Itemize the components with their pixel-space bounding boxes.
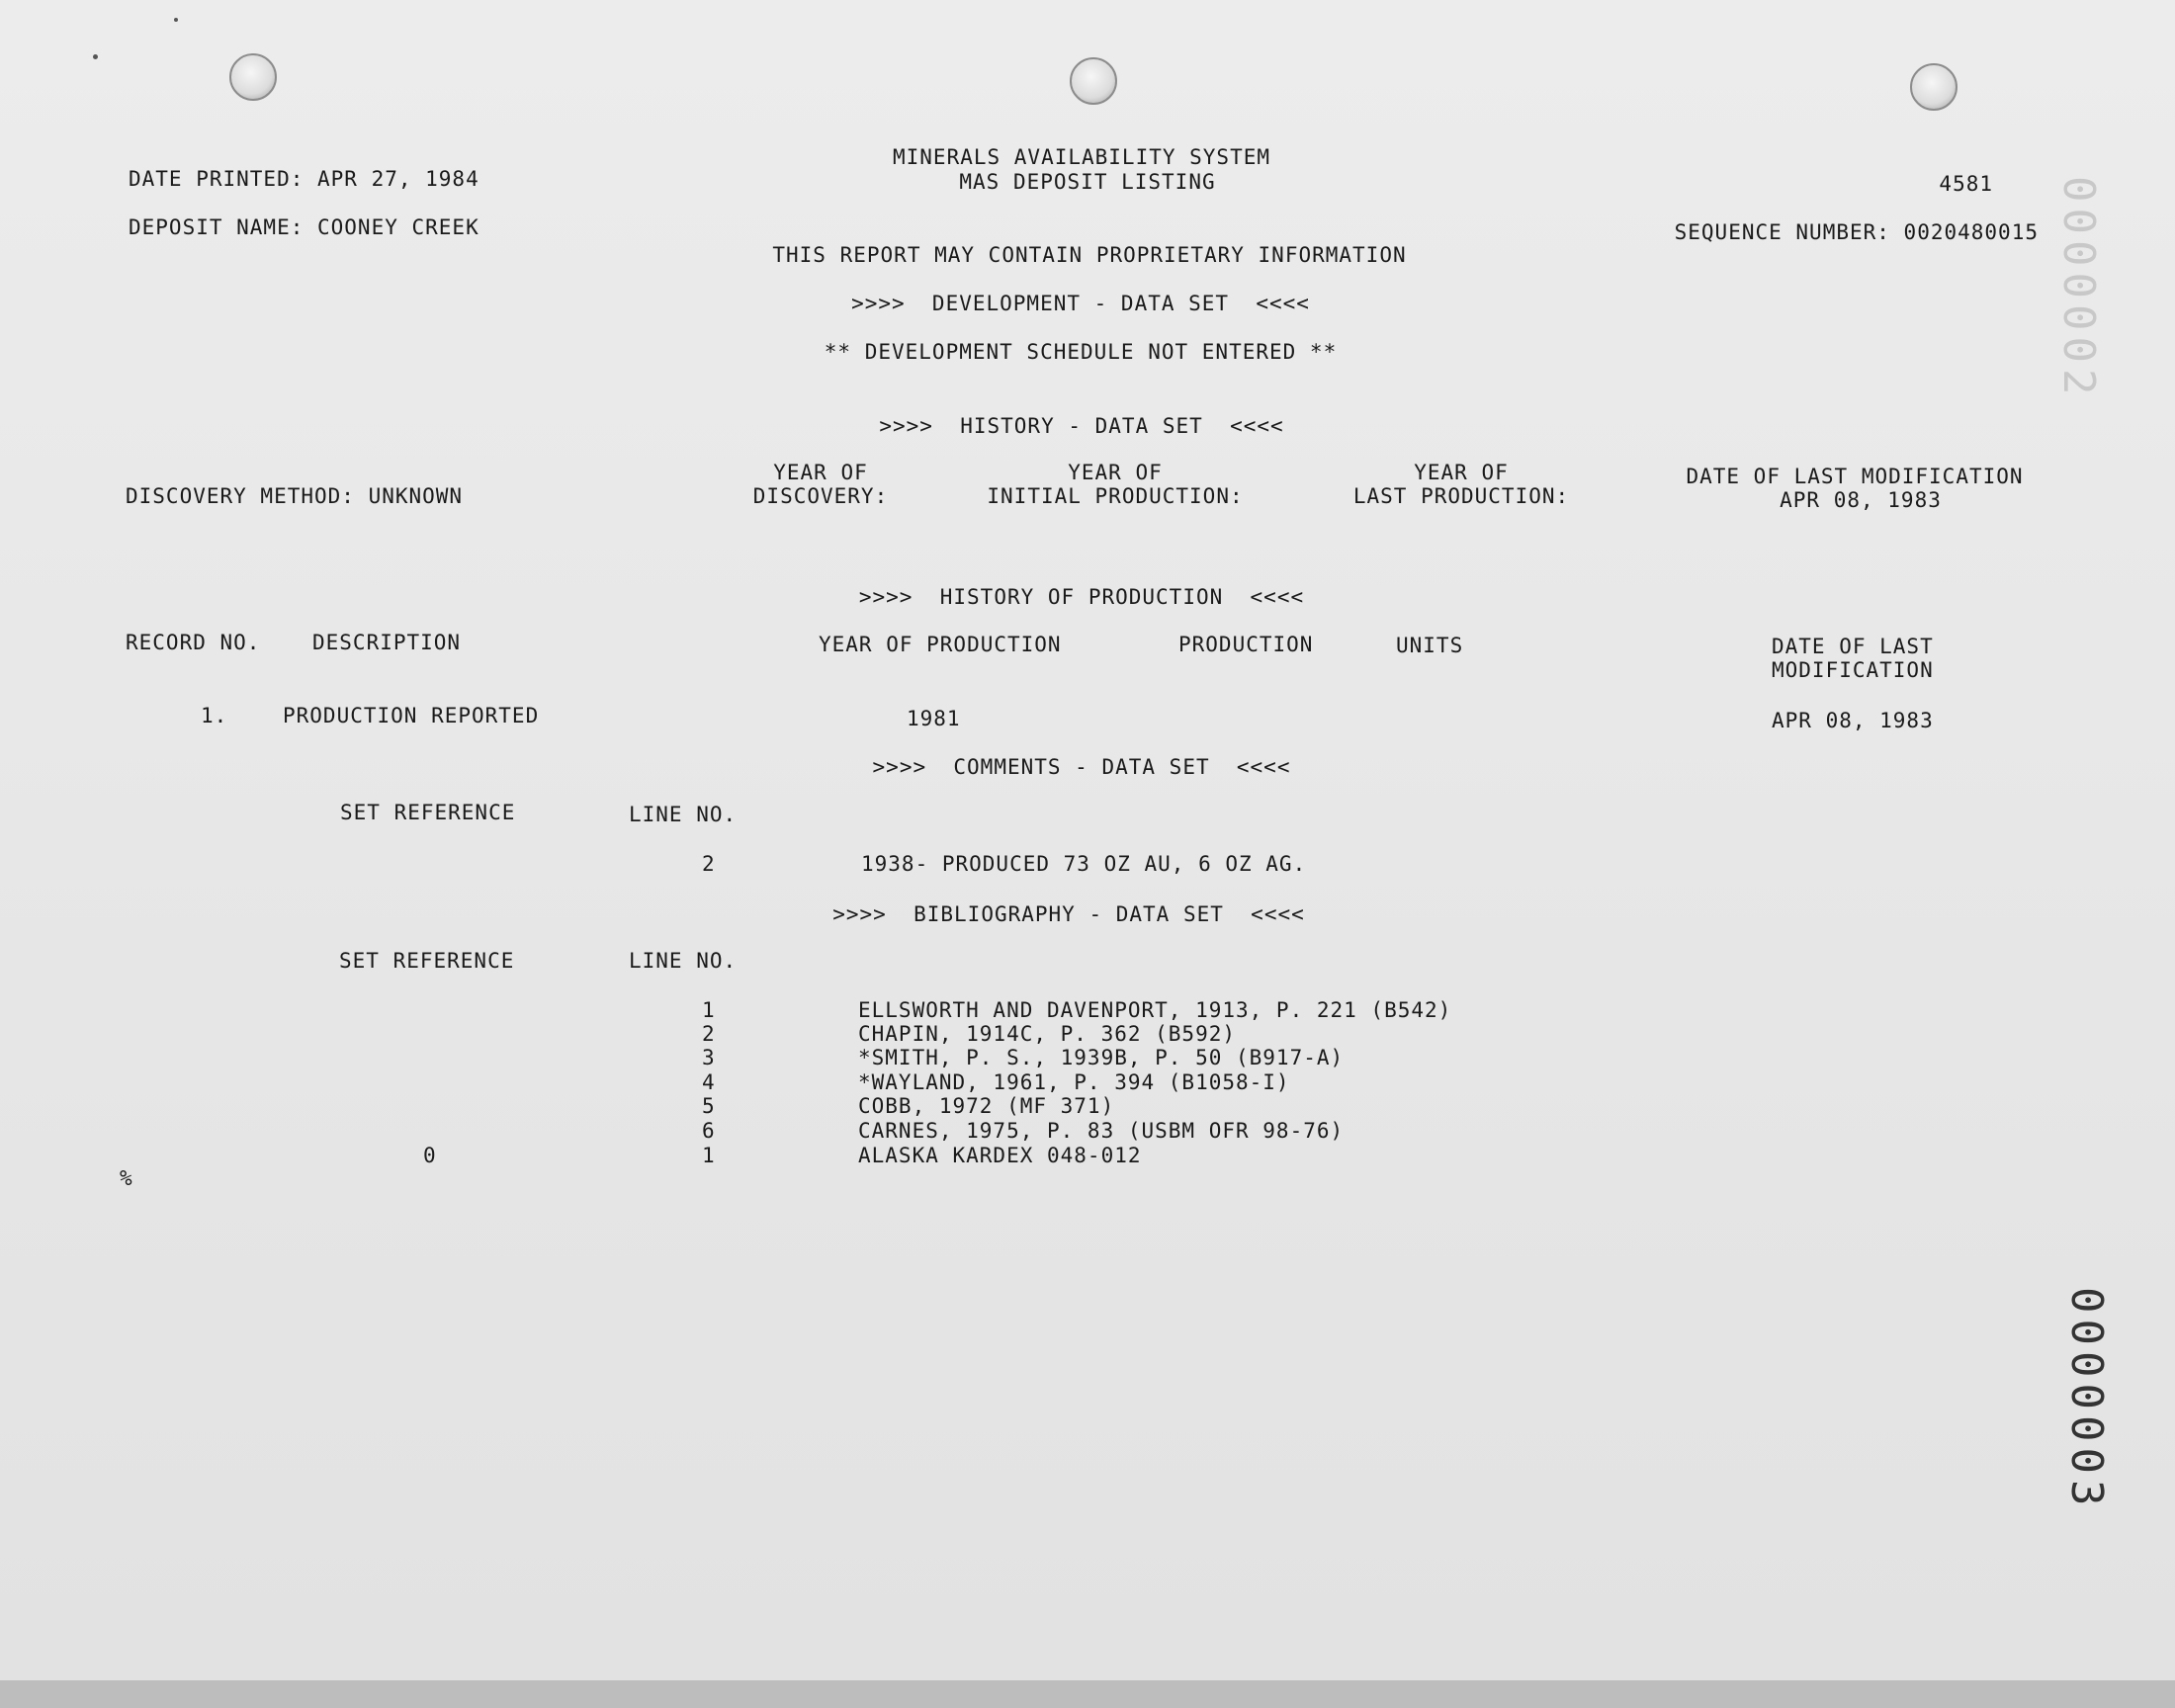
binder-hole-center xyxy=(1070,57,1117,105)
bibliography-line-number: 1 xyxy=(702,998,716,1022)
bibliography-entry: CARNES, 1975, P. 83 (USBM OFR 98-76) xyxy=(858,1119,1345,1143)
comment-line-number: 2 xyxy=(702,852,716,876)
bibliography-line-no-label: LINE NO. xyxy=(629,949,738,973)
comment-text: 1938- PRODUCED 73 OZ AU, 6 OZ AG. xyxy=(861,852,1307,876)
bibliography-heading: >>>> BIBLIOGRAPHY - DATA SET <<<< xyxy=(832,902,1305,926)
year-of-discovery-label: YEAR OF DISCOVERY: xyxy=(752,461,889,508)
year-last-production-label: YEAR OF LAST PRODUCTION: xyxy=(1352,461,1570,508)
binder-hole-left xyxy=(229,53,277,101)
proprietary-notice: THIS REPORT MAY CONTAIN PROPRIETARY INFORMATION xyxy=(772,243,1407,267)
scan-edge xyxy=(0,1680,2175,1708)
bibliography-entry: ALASKA KARDEX 048-012 xyxy=(858,1144,1142,1167)
comments-set-reference-label: SET REFERENCE xyxy=(340,801,516,824)
binder-hole-right xyxy=(1910,63,1958,111)
development-heading: >>>> DEVELOPMENT - DATA SET <<<< xyxy=(851,292,1310,315)
production-record-no: 1. xyxy=(201,704,228,727)
bibliography-line-number: 5 xyxy=(702,1094,716,1118)
comments-line-no-label: LINE NO. xyxy=(629,803,738,826)
bibliography-line-number: 3 xyxy=(702,1046,716,1069)
bibliography-set-reference-label: SET REFERENCE xyxy=(339,949,515,973)
col-record-no: RECORD NO. xyxy=(126,631,261,654)
production-description: PRODUCTION REPORTED xyxy=(283,704,540,727)
col-year-of-production: YEAR OF PRODUCTION xyxy=(819,633,1062,656)
col-description: DESCRIPTION xyxy=(312,631,462,654)
bibliography-entry: *WAYLAND, 1961, P. 394 (B1058-I) xyxy=(858,1070,1290,1094)
footer-mark: % xyxy=(120,1166,133,1190)
scan-speck xyxy=(93,54,98,59)
year-initial-production-label: YEAR OF INITIAL PRODUCTION: xyxy=(987,461,1244,508)
bibliography-line-number: 2 xyxy=(702,1022,716,1046)
bibliography-set-reference: 0 xyxy=(423,1144,437,1167)
comments-heading: >>>> COMMENTS - DATA SET <<<< xyxy=(872,755,1291,779)
development-notice: ** DEVELOPMENT SCHEDULE NOT ENTERED ** xyxy=(824,340,1338,364)
bibliography-entry: COBB, 1972 (MF 371) xyxy=(858,1094,1115,1118)
bibliography-line-number: 6 xyxy=(702,1119,716,1143)
col-date-last-modification: DATE OF LAST MODIFICATION xyxy=(1772,635,1934,682)
bibliography-entry: *SMITH, P. S., 1939B, P. 50 (B917-A) xyxy=(858,1046,1345,1069)
last-modification-date: APR 08, 1983 xyxy=(1780,488,1942,512)
last-modification-label: DATE OF LAST MODIFICATION xyxy=(1686,465,2024,488)
page-number: 4581 xyxy=(1939,172,1993,196)
discovery-method: DISCOVERY METHOD: UNKNOWN xyxy=(126,484,464,508)
col-production: PRODUCTION xyxy=(1178,633,1314,656)
bibliography-entry: ELLSWORTH AND DAVENPORT, 1913, P. 221 (B542) xyxy=(858,998,1452,1022)
history-heading: >>>> HISTORY - DATA SET <<<< xyxy=(879,414,1284,438)
listing-title: MAS DEPOSIT LISTING xyxy=(959,170,1216,194)
system-title: MINERALS AVAILABILITY SYSTEM xyxy=(892,145,1271,169)
sequence-number: SEQUENCE NUMBER: 0020480015 xyxy=(1674,220,2039,244)
scan-speck xyxy=(174,18,178,22)
production-date: APR 08, 1983 xyxy=(1772,709,1934,732)
bibliography-line-number: 4 xyxy=(702,1070,716,1094)
side-frame-stamp-bottom: 0000003 xyxy=(2061,1287,2112,1512)
deposit-name: DEPOSIT NAME: COONEY CREEK xyxy=(129,215,479,239)
col-units: UNITS xyxy=(1396,634,1464,657)
bibliography-entry: CHAPIN, 1914C, P. 362 (B592) xyxy=(858,1022,1237,1046)
side-frame-stamp-top: 0000002 xyxy=(2053,176,2104,401)
bibliography-line-number: 1 xyxy=(702,1144,716,1167)
production-heading: >>>> HISTORY OF PRODUCTION <<<< xyxy=(858,585,1305,609)
production-year: 1981 xyxy=(907,707,961,730)
date-printed: DATE PRINTED: APR 27, 1984 xyxy=(129,167,479,191)
